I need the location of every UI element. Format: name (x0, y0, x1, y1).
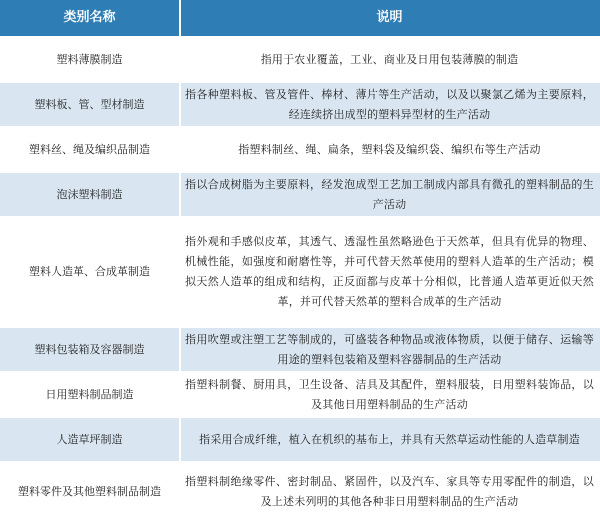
row-4-category: 泡沫塑料制造 (0, 173, 181, 218)
header-category: 类别名称 (0, 0, 181, 38)
row-9-category: 塑料零件及其他塑料制品制造 (0, 463, 181, 522)
row-2-description-text: 指各种塑料板、管及管件、棒材、薄片等生产活动，以及以聚氯乙烯为主要原料，经连续挤出成型的塑料异型材的生产活动 (185, 87, 594, 121)
row-2-category: 塑料板、管、型材制造 (0, 83, 181, 128)
row-6-description-text: 指用吹塑或注塑工艺等制成的，可盛装各种物品或液体物质，以便于储存、运输等用途的塑料包装箱及塑料容器制品的生产活动 (185, 332, 594, 366)
row-4-description-text: 指以合成树脂为主要原料，经发泡成型工艺加工制成内部具有微孔的塑料制品的生产活动 (185, 177, 594, 211)
row-3-description (181, 128, 600, 173)
row-5-category: 塑料人造革、合成革制造 (0, 218, 181, 328)
row-3-description-text: 指塑料制丝、绳、扁条，塑料袋及编织袋、编织布等生产活动 (238, 142, 541, 156)
row-4-description (181, 173, 600, 218)
row-6-description (181, 328, 600, 373)
row-5-description-text: 指外观和手感似皮革，其透气、透湿性虽然略逊色于天然革，但具有优异的物理、机械性能，如强度和耐磨性等，并可代替天然革使用的塑料人造革的生产活动；模拟天然人造革的组成和结构，正反面都与皮革十分相似，比普通人造革更近似天然革，并可代替天然革的塑料合成革的生产活动 (185, 235, 594, 308)
row-7-description-text: 指塑料制餐、厨用具，卫生设备、洁具及其配件，塑料服装，日用塑料装饰品，以及其他日用塑料制品的生产活动 (185, 377, 594, 411)
row-7-category: 日用塑料制品制造 (0, 373, 181, 418)
row-3-category: 塑料丝、绳及编织品制造 (0, 128, 181, 173)
row-5-description (181, 218, 600, 328)
header-description: 说明 (181, 0, 600, 38)
row-8-category: 人造草坪制造 (0, 418, 181, 463)
row-2-description (181, 83, 600, 128)
row-8-description-text: 指采用合成纤维，植入在机织的基布上，并具有天然草运动性能的人造草制造 (199, 432, 580, 446)
row-6-category: 塑料包装箱及容器制造 (0, 328, 181, 373)
row-1-description (181, 38, 600, 83)
row-8-description (181, 418, 600, 463)
row-1-description-text: 指用于农业覆盖，工业、商业及日用包装薄膜的制造 (260, 52, 519, 66)
row-9-description (181, 463, 600, 522)
row-7-description (181, 373, 600, 418)
row-1-category: 塑料薄膜制造 (0, 38, 181, 83)
row-9-description-text: 指塑料制绝缘零件、密封制品、紧固件，以及汽车、家具等专用零配件的制造，以及上述未列明的其他各种非日用塑料制品的生产活动 (185, 474, 594, 508)
